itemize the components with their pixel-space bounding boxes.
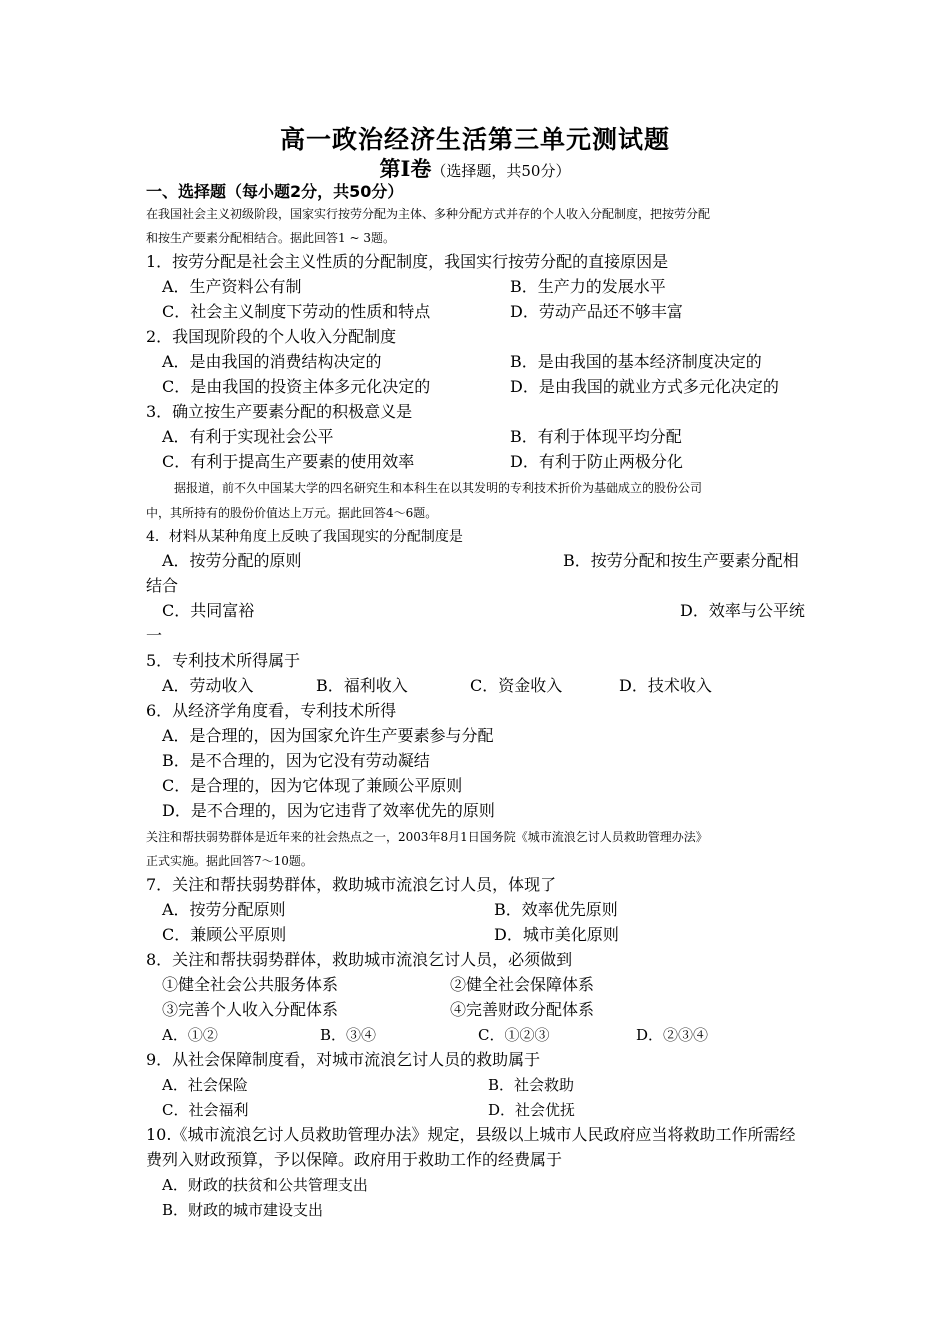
option-d: D．②③④ [636,1026,709,1044]
question-stem: 6．从经济学角度看，专利技术所得 [146,701,397,720]
material-text: 正式实施。据此回答7～10题。 [146,854,313,868]
option-c: C．兼顾公平原则 [162,925,287,944]
question-stem: 7．关注和帮扶弱势群体，救助城市流浪乞讨人员，体现了 [146,875,557,894]
option-b: B．是由我国的基本经济制度决定的 [510,352,762,371]
material-text: 和按生产要素分配相结合。据此回答1 ~ 3题。 [146,231,395,245]
option-d: D．效率与公平统 [680,601,805,620]
question-stem: 1．按劳分配是社会主义性质的分配制度，我国实行按劳分配的直接原因是 [146,252,669,271]
option-c: C．社会主义制度下劳动的性质和特点 [162,302,431,321]
option-b: B．是不合理的，因为它没有劳动凝结 [162,751,430,770]
question-stem: 2．我国现阶段的个人收入分配制度 [146,327,397,346]
option-d: D．是不合理的，因为它违背了效率优先的原则 [162,801,495,820]
option-b-wrap: 结合 [146,576,179,595]
option-d: D．技术收入 [619,676,712,695]
option-b: B．福利收入 [316,676,408,695]
question-stem: 5．专利技术所得属于 [146,651,301,670]
question-stem-cont: 费列入财政预算，予以保障。政府用于救助工作的经费属于 [146,1150,563,1169]
part-label: 第Ⅰ卷 [379,156,432,181]
option-d: D．是由我国的就业方式多元化决定的 [510,377,779,396]
question-stem: 4．材料从某种角度上反映了我国现实的分配制度是 [146,529,463,545]
statement-3: ③完善个人收入分配体系 [162,1000,339,1019]
option-b: B．生产力的发展水平 [510,277,666,296]
option-c: C．是由我国的投资主体多元化决定的 [162,377,431,396]
section-heading: 一、选择题（每小题2分，共50分） [146,182,404,201]
option-a: A．①② [162,1026,218,1044]
material-text: 关注和帮扶弱势群体是近年来的社会热点之一，2003年8月1日国务院《城市流浪乞讨人员救助管理办法》 [146,830,708,844]
option-b: B．有利于体现平均分配 [510,427,682,446]
statement-2: ②健全社会保障体系 [450,975,595,994]
question-stem: 9．从社会保障制度看，对城市流浪乞讨人员的救助属于 [146,1050,541,1069]
option-a: A．是由我国的消费结构决定的 [162,352,382,371]
option-b: B．财政的城市建设支出 [162,1201,324,1219]
option-a: A．劳动收入 [162,676,254,695]
material-text: 在我国社会主义初级阶段，国家实行按劳分配为主体、多种分配方式并存的个人收入分配制度，把按劳分配 [146,207,711,221]
option-a: A．按劳分配的原则 [162,551,302,570]
option-c: C．共同富裕 [162,601,255,620]
question-stem: 8．关注和帮扶弱势群体，救助城市流浪乞讨人员，必须做到 [146,950,573,969]
statement-1: ①健全社会公共服务体系 [162,975,339,994]
option-b: B．③④ [320,1026,377,1044]
option-b: B．按劳分配和按生产要素分配相 [563,551,799,570]
option-b: B．效率优先原则 [494,900,618,919]
option-b: B．社会救助 [488,1076,575,1094]
part-subtitle [0,153,950,183]
option-a: A．按劳分配原则 [162,900,286,919]
option-d: D．社会优抚 [488,1101,576,1119]
option-c: C．资金收入 [470,676,563,695]
question-stem: 3．确立按生产要素分配的积极意义是 [146,402,413,421]
option-d: D．有利于防止两极分化 [510,452,683,471]
option-d: D．劳动产品还不够丰富 [510,302,683,321]
option-c: C．是合理的，因为它体现了兼顾公平原则 [162,776,463,795]
option-a: A．财政的扶贫和公共管理支出 [162,1176,368,1194]
page-title: 高一政治经济生活第三单元测试题 [279,125,670,154]
option-a: A．生产资料公有制 [162,277,302,296]
material-text: 据报道，前不久中国某大学的四名研究生和本科生在以其发明的专利技术折价为基础成立的股份公司 [174,481,703,495]
material-text: 中，其所持有的股份价值达上万元。据此回答4～6题。 [146,506,438,520]
option-c: C．社会福利 [162,1101,249,1119]
option-c: C．有利于提高生产要素的使用效率 [162,452,415,471]
option-a: A．有利于实现社会公平 [162,427,334,446]
question-stem: 10.《城市流浪乞讨人员救助管理办法》规定，县级以上城市人民政府应当将救助工作所需经 [146,1125,796,1144]
option-a: A．是合理的，因为国家允许生产要素参与分配 [162,726,494,745]
option-a: A．社会保险 [162,1076,248,1094]
statement-4: ④完善财政分配体系 [450,1000,595,1019]
part-note: （选择题，共50分） [431,162,571,180]
option-d-wrap: 一 [146,626,163,645]
option-c: C．①②③ [478,1026,550,1044]
option-d: D．城市美化原则 [494,925,619,944]
